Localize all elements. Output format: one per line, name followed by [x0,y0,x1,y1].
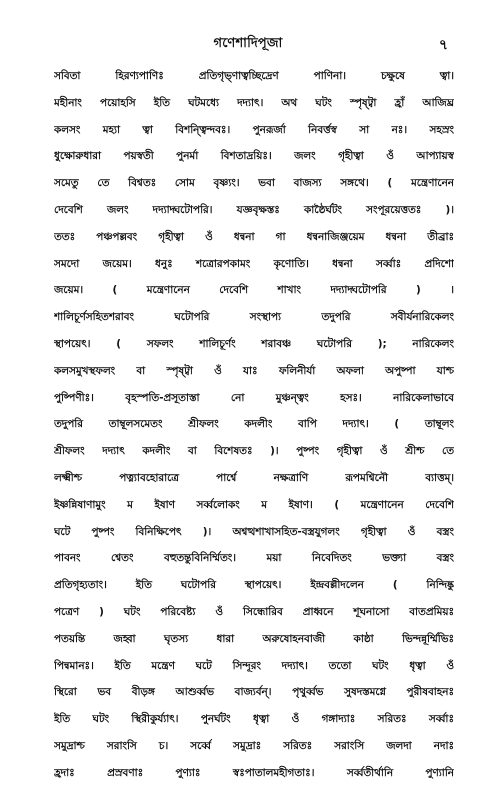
body-text [54,63,454,787]
text-line: ধুক্ষোরুধারা পয়স্বতী পুনর্মা বিশতাদ্রয়িঃ। জলং গৃহীত্বা ওঁ আপ্যায়স্ব [54,150,454,163]
text-line: সমেতু তে বিশ্বতঃ সোম বৃষ্ণ্যং। ভবা বাজস্য সঙ্গথে। ( মন্ত্রেণানেন [54,177,454,190]
text-line: হ্রদাঃ প্রস্রবণাঃ পুণ্যাঃ স্বঃপাতালমহীগতাঃ। সর্ব্বতীর্থানি পুণ্যানি [54,766,454,779]
text-line: লক্ষ্মীশ্চ পত্ন্যাবহোরাত্রে পার্শ্বে নক্ষত্রাণি রূপমশ্বিনৌ ব্যাত্তম্। [54,471,454,484]
text-line: ইষ্ণন্নিষাণামুং ম ইষাণ সর্ব্বলোকং ম ইষাণ। ( মন্ত্রেণানেন দেবেশি [54,498,454,511]
text-line: পুষ্পিণীঃ। বৃহস্পতি-প্রসূতাস্তা নো মুঞ্চন্ত্বং হসঃ। নারিকেলাভাবে [54,391,454,404]
text-line: তদুপরি তাম্বূলসমেতং শ্রীফলং কদলীং বাপি দদ্যাৎ। ( তাম্বূলং [54,418,454,431]
text-line: ততঃ পঞ্চপল্লবং গৃহীত্বা ওঁ ধন্বনা গা ধন্বনাজিঞ্জয়েম ধন্বনা তীব্রাঃ [54,230,454,243]
running-title: গণেশাদিপূজা [213,36,283,51]
text-line: কলসমুখস্থফলং বা স্পৃষ্ট্বা ওঁ যাঃ ফলিনীর্যা অফলা অপুষ্পা যাশ্চ [54,364,454,377]
text-line: শালিচূর্ণসহিতশরাবং ঘটোপরি সংস্থাপ্য তদুপরি সবীর্যনারিকেলং [54,311,454,324]
text-line: মহীনাং পয়োহসি ইতি ঘটমধ্যে দদ্যাৎ। অথ ঘটং স্পৃষ্ট্বা হ্রাঁ আজিঘ্র [54,96,454,109]
text-line: সমদো জয়েম। ধনুঃ শত্রোরপকামং কৃণোতি। ধন্বনা সর্ব্বাঃ প্রদিশো [54,257,454,270]
page-header [0,34,496,58]
text-line: সমুদ্রাশ্চ সরাংসি চ। সর্ব্বে সমুদ্রাঃ সরিতঃ সরাংসি জলদা নদাঃ [54,739,454,752]
text-line: স্থাপয়েৎ। ( সফলং শালিচূর্ণং শরাবঞ্চ ঘটোপরি ); নারিকেলং [54,337,454,350]
text-line: ইতি ঘটং স্থিরীকুর্য্যাৎ। পুনর্ঘটং ধৃত্বা ওঁ গঙ্গাদ্যাঃ সরিতঃ সর্ব্বাঃ [54,713,454,726]
text-line: কলসং মহ্যা ত্বা বিশন্ত্বিন্দবঃ। পুনরূর্জা নিবর্ত্তস্ব সা নঃ। সহস্রং [54,123,454,136]
text-line: স্থিরো ভব বীড়ঙ্গ আশুর্ব্বভ বাজ্যর্বন্। পৃথুর্ব্বভ সুষদস্তমগ্নে পুরীষবাহনঃ [54,686,454,699]
text-line: জয়েম। ( মন্ত্রেণানেন দেবেশি শাখাং দদ্যাদ্ঘটোপরি ) । [54,284,454,297]
text-line: পতয়ন্তি জহ্বা ঘৃতস্য ধারা অরুষোহনবাজী কাষ্ঠা ভিন্দন্নূর্ম্মিভিঃ [54,632,454,645]
text-line: পাবনং শ্বেতং বহুতন্তুবিনির্ম্মিতং। ময়া নিবেদিতং ভক্ত্যা বস্ত্রং [54,552,454,565]
text-line: শ্রীফলং দদ্যাৎ কদলীং বা বিশেষতঃ )। পুষ্পং গৃহীত্বা ওঁ শ্রীশ্চ তে [54,445,454,458]
page-number: ৭ [438,37,448,53]
text-line: দেবেশি জলং দদ্যাদ্ঘটোপরি। যজ্ঞবৃক্ষস্তঃ কাষ্ঠৈর্ঘটং সংপূরয়েত্ততঃ )। [54,203,454,216]
text-line: ঘটে পুষ্পং বিনিক্ষিপেৎ )। অশ্বত্থশাখাসহিত-বস্ত্রযুগলং গৃহীত্বা ওঁ বস্ত্রং [54,525,454,538]
text-line: পিন্বমানঃ। ইতি মন্ত্রেণ ঘটে সিন্দূরং দদ্যাৎ। ততো ঘটং ধৃত্বা ওঁ [54,659,454,672]
text-line: প্রতিগৃহ্যতাং। ইতি ঘটোপরি স্থাপয়েৎ। ইন্দ্রবল্লীদলেন ( নিন্দিষ্কু [54,579,454,592]
text-line: সবিতা হিরণ্যপাণিঃ প্রতিগৃভ্ণাত্বচ্ছিদ্রেণ পাণিনা। চক্ষুষে ত্বা। [54,70,454,82]
text-line: পত্রেণ ) ঘটং পরিবেষ্ট্য ওঁ সিন্ধোরিব প্রাধ্বনে শূঘনাসো বাতপ্রমিয়ঃ [54,605,454,618]
